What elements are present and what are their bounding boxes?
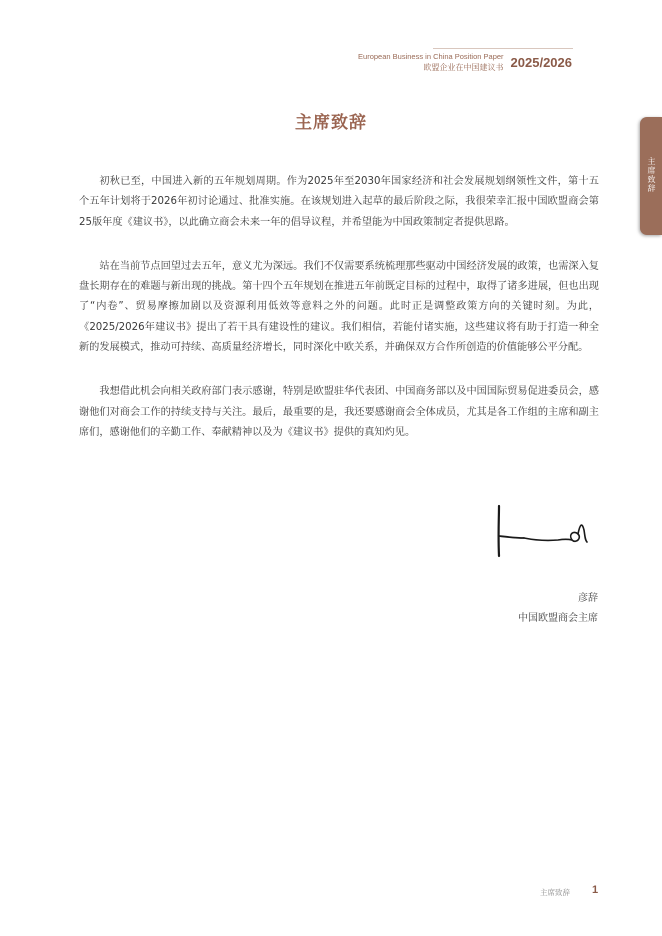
header-chinese-title: 欧盟企业在中国建议书 xyxy=(423,63,504,72)
section-side-tab[interactable] xyxy=(640,117,662,235)
side-tab-label: 主席致辞 xyxy=(647,157,656,193)
page-title: 主席致辞 xyxy=(295,113,367,133)
page-number: 1 xyxy=(592,884,599,896)
header-titles xyxy=(358,52,504,73)
header-english-title: European Business in China Position Paper xyxy=(358,52,504,61)
paragraph-1: 初秋已至，中国进入新的五年规划周期。作为2025年至2030年国家经济和社会发展规划纲领性文件，第十五个五年计划将于2026年初讨论通过、批准实施。在该规划进入起草的最后阶段之际，我很荣幸汇报中国欧盟商会第25版年度《建议书》，以此确立商会未来一年的倡导议程，并希望能为中国政策制定者提供思路。 xyxy=(79,176,599,228)
letter-body xyxy=(79,172,599,467)
paragraph-3: 我想借此机会向相关政府部门表示感谢，特别是欧盟驻华代表团、中国商务部以及中国国际贸易促进委员会，感谢他们对商会工作的持续支持与关注。最后，最重要的是，我还要感谢商会全体成员，尤其是各工作组的主席和副主席们，感谢他们的辛勤工作、奉献精神以及为《建议书》提供的真知灼见。 xyxy=(79,386,599,438)
handwritten-signature xyxy=(490,500,594,562)
page-header xyxy=(358,52,572,73)
header-year: 2025/2026 xyxy=(510,55,572,70)
paragraph-2: 站在当前节点回望过去五年，意义尤为深远。我们不仅需要系统梳理那些驱动中国经济发展的政策，也需深入复盘长期存在的难题与新出现的挑战。第十四个五年规划在推进五年前既定目标的过程中，取得了诸多进展，但也出现了“内卷”、贸易摩擦加剧以及资源利用低效等意料之外的问题。此时正是调整政策方向的关键时刻。为此，《2025/2026年建议书》提出了若干具有建设性的建议。我们相信，若能付诸实施，这些建议将有助于打造一种全新的发展模式，推动可持续、高质量经济增长，同时深化中欧关系，并确保双方合作所创造的价值能够公平分配。 xyxy=(79,260,599,354)
header-divider xyxy=(433,48,573,49)
signatory-name: 彦辞 xyxy=(578,593,598,604)
footer-section-label: 主席致辞 xyxy=(540,888,570,897)
signatory-title: 中国欧盟商会主席 xyxy=(518,613,598,624)
